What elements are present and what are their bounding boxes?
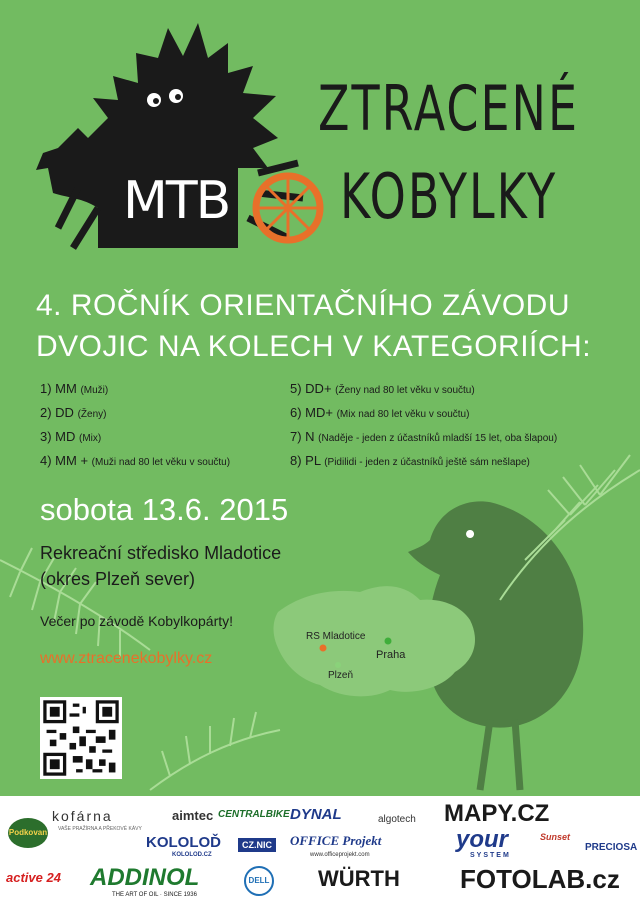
sponsor-sunset: Sunset	[540, 832, 571, 842]
category-item: 5) DD+ (Ženy nad 80 let věku v součtu)	[290, 381, 475, 396]
logo-letter-m: MTB	[123, 171, 230, 231]
party-note: Večer po závodě Kobylkopárty!	[40, 613, 234, 629]
czech-map	[274, 586, 476, 696]
website-link[interactable]: www.ztracenekobylky.cz	[40, 650, 213, 667]
sponsor-algotech: algotech	[378, 814, 416, 825]
category-item: 6) MD+ (Mix nad 80 let věku v součtu)	[290, 405, 470, 420]
category-item: 1) MM (Muži)	[40, 381, 109, 396]
sponsor-fotolab: FOTOLAB.cz	[460, 864, 620, 894]
map-dot-mladotice	[320, 645, 327, 652]
sponsor-officeprojekt: OFFICE Projekt	[290, 833, 382, 848]
bird-legs	[480, 720, 520, 790]
sponsor-your-sub: SYSTEM	[470, 852, 511, 859]
logo-monster	[28, 18, 348, 278]
sponsor-addinol-sub: THE ART OF OIL · SINCE 1936	[112, 892, 197, 898]
sponsor-kololod-sub: KOLOLOD.CZ	[172, 852, 212, 858]
sponsor-kofarna-sub: VAŠE PRAŽÍRNA A PŘEKOVÉ KÁVY	[58, 826, 142, 832]
venue-line-1: Rekreační středisko Mladotice	[40, 543, 282, 563]
sponsor-your: your	[456, 826, 509, 853]
category-list-right	[290, 378, 557, 474]
sponsor-wurth: WÜRTH	[318, 866, 400, 891]
sponsor-centralbike: CENTRALBIKE	[218, 809, 290, 820]
sponsor-officeprojekt-sub: www.officeprojekt.com	[310, 852, 370, 858]
map-dot-praha	[385, 638, 392, 645]
palm-leaf-left	[0, 548, 150, 658]
map-label-mladotice: RS Mladotice	[306, 631, 366, 642]
sponsor-addinol: ADDINOL	[90, 864, 200, 891]
sponsor-active24: active 24	[6, 870, 61, 885]
sponsor-cznic: CZ.NIC	[238, 838, 276, 852]
category-item: 3) MD (Mix)	[40, 429, 102, 444]
event-date: sobota 13.6. 2015	[40, 492, 289, 527]
category-item: 2) DD (Ženy)	[40, 405, 107, 420]
palm-leaf-bottom	[150, 712, 280, 790]
qr-code[interactable]	[40, 697, 122, 779]
sponsor-podkovan: Podkovan	[8, 818, 48, 848]
sponsor-dynal: DYNAL	[290, 806, 342, 823]
category-item: 7) N (Naděje - jeden z účastníků mladší 15 let, oba šlapou)	[290, 429, 558, 444]
map-dot-plzen	[335, 662, 341, 668]
sponsor-mapy: MAPY.CZ	[444, 800, 550, 827]
sponsor-kofarna: kofárna	[52, 808, 113, 824]
sponsor-preciosa: PRECIOSA	[585, 842, 638, 853]
bird-eye	[466, 530, 474, 538]
category-item: 8) PL (Pidilidi - jeden z účastníků ještě sám nešlape)	[290, 453, 530, 468]
map-label-praha: Praha	[376, 649, 406, 661]
category-item: 4) MM + (Muži nad 80 let věku v součtu)	[40, 453, 231, 468]
headline-line-2: DVOJIC NA KOLECH V KATEGORIÍCH:	[36, 330, 592, 363]
sponsor-kololod: KOLOLOĎ	[146, 834, 221, 851]
map-label-plzen: Plzeň	[328, 670, 354, 681]
logo-letters	[123, 171, 229, 231]
category-list-left	[40, 378, 230, 474]
title-line-2: KOBYLKY	[340, 160, 558, 233]
headline-line-1: 4. ROČNÍK ORIENTAČNÍHO ZÁVODU	[36, 289, 570, 322]
sponsor-aimtec: aimtec	[172, 808, 214, 823]
sponsor-dell: DELL	[244, 866, 274, 896]
sponsor-strip	[0, 796, 640, 904]
title-line-1: ZTRACENÉ	[318, 72, 580, 145]
venue-line-2: (okres Plzeň sever)	[40, 569, 196, 589]
